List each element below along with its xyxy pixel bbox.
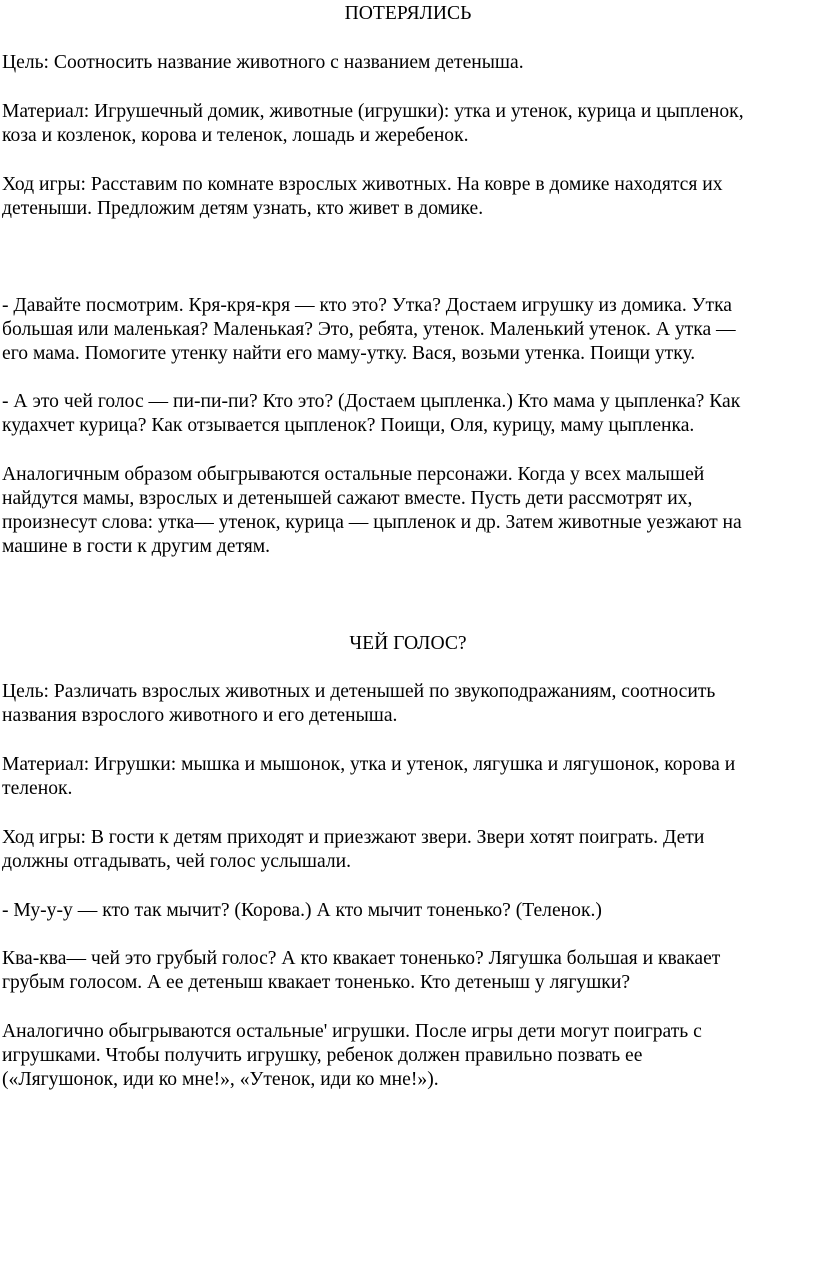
- section2-material-line-1: Материал: Игрушки: мышка и мышонок, утка и утенок, лягушка и лягушонок, корова и: [2, 754, 736, 775]
- section1-goal: Цель: Соотносить название животного с названием детеныша.: [2, 52, 524, 73]
- section1-procedure-line-1: Ход игры: Расставим по комнате взрослых животных. На ковре в домике находятся их: [2, 174, 723, 195]
- section1-dialogue1-line-3: его мама. Помогите утенку найти его маму-утку. Вася, возьми утенка. Поищи утку.: [2, 343, 696, 364]
- section1-conclusion-line-3: произнесут слова: утка— утенок, курица — цыпленок и др. Затем животные уезжают на: [2, 512, 742, 533]
- section2-material-line-2: теленок.: [2, 778, 73, 799]
- section1-dialogue1-line-2: большая или маленькая? Маленькая? Это, ребята, утенок. Маленький утенок. А утка —: [2, 319, 736, 340]
- section-title-chei-golos: ЧЕЙ ГОЛОС?: [349, 633, 467, 654]
- section2-procedure-line-2: должны отгадывать, чей голос услышали.: [2, 851, 352, 872]
- section1-conclusion-line-2: найдутся мамы, взрослых и детенышей сажают вместе. Пусть дети рассмотрят их,: [2, 488, 693, 509]
- section1-material-line-2: коза и козленок, корова и теленок, лошадь и жеребенок.: [2, 125, 469, 146]
- section1-conclusion-line-4: машине в гости к другим детям.: [2, 536, 271, 557]
- section2-conclusion-line-2: игрушками. Чтобы получить игрушку, ребенок должен правильно позвать ее: [2, 1045, 643, 1066]
- section1-dialogue1-line-1: - Давайте посмотрим. Кря-кря-кря — кто это? Утка? Достаем игрушку из домика. Утка: [2, 295, 732, 316]
- section2-dialogue2-line-1: Ква-ква— чей это грубый голос? А кто квакает тоненько? Лягушка большая и квакает: [2, 948, 721, 969]
- section1-conclusion-line-1: Аналогичным образом обыгрываются остальные персонажи. Когда у всех малышей: [2, 464, 705, 485]
- section2-goal-line-1: Цель: Различать взрослых животных и детенышей по звукоподражаниям, соотносить: [2, 681, 716, 702]
- section1-dialogue2-line-2: кудахчет курица? Как отзывается цыпленок? Поищи, Оля, курицу, маму цыпленка.: [2, 415, 695, 436]
- section2-conclusion-line-3: («Лягушонок, иди ко мне!», «Утенок, иди ко мне!»).: [2, 1069, 439, 1090]
- section-title-poteryalis: ПОТЕРЯЛИСЬ: [344, 3, 472, 24]
- section2-dialogue1: - Му-у-у — кто так мычит? (Корова.) А кто мычит тоненько? (Теленок.): [2, 900, 602, 921]
- section2-dialogue2-line-2: грубым голосом. А ее детеныш квакает тоненько. Кто детеныш у лягушки?: [2, 972, 631, 993]
- section1-dialogue2-line-1: - А это чей голос — пи-пи-пи? Кто это? (Достаем цыпленка.) Кто мама у цыпленка? Как: [2, 391, 741, 412]
- section1-procedure-line-2: детеныши. Предложим детям узнать, кто живет в домике.: [2, 198, 484, 219]
- section2-procedure-line-1: Ход игры: В гости к детям приходят и приезжают звери. Звери хотят поиграть. Дети: [2, 827, 705, 848]
- section2-goal-line-2: названия взрослого животного и его детеныша.: [2, 705, 398, 726]
- section2-conclusion-line-1: Аналогично обыгрываются остальные' игрушки. После игры дети могут поиграть с: [2, 1021, 702, 1042]
- section1-material-line-1: Материал: Игрушечный домик, животные (игрушки): утка и утенок, курица и цыпленок,: [2, 101, 744, 122]
